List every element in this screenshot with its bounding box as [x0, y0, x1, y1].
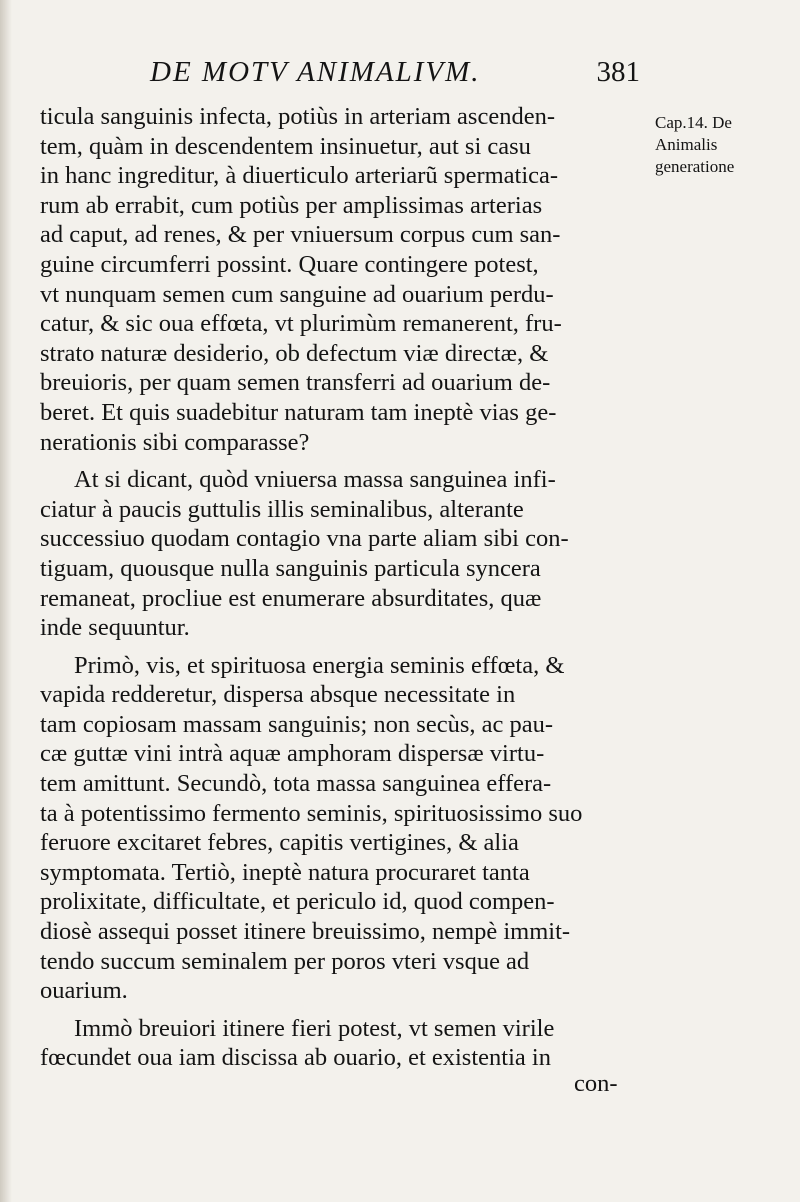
paragraph-first-line: Primò, vis, et spirituosa energia seminis effœta, & [74, 651, 565, 679]
paragraph-first-line: At si dicant, quòd vniuersa massa sanguinea infi- [74, 466, 556, 494]
text-line: symptomata. Tertiò, ineptè natura procuraret tanta [40, 858, 530, 886]
text-line: breuioris, per quam semen transferri ad ouarium de- [40, 369, 551, 397]
text-line: remaneat, procliue est enumerare absurditates, quæ [40, 584, 542, 612]
paragraph-first-line: Immò breuiori itinere fieri potest, vt semen virile [74, 1014, 555, 1042]
running-head [150, 52, 640, 102]
text-line: ouarium. [40, 977, 128, 1005]
text-line: vt nunquam semen cum sanguine ad ouarium perdu- [40, 280, 554, 308]
body-text [40, 102, 652, 1073]
text-line: in hanc ingreditur, à diuerticulo arteriarũ spermatica- [40, 162, 559, 190]
text-line: feruore excitaret febres, capitis vertigines, & alia [40, 829, 519, 857]
text-line: tendo succum seminalem per poros vteri vsque ad [40, 947, 530, 975]
text-line: ticula sanguinis infecta, potiùs in arteriam ascenden- [40, 103, 556, 130]
text-line: vapida redderetur, dispersa absque necessitate in [40, 681, 516, 709]
text-line: tem amittunt. Secundò, tota massa sanguinea efferа- [40, 770, 552, 798]
text-line: strato naturæ desiderio, ob defectum viæ directæ, & [40, 339, 549, 367]
text-line: rum ab errabit, cum potiùs per amplissimas arterias [40, 191, 543, 219]
text-line: ad caput, ad renes, & per vniuersum corpus cum san- [40, 221, 561, 249]
margin-note-line: generatione [655, 157, 735, 176]
text-line: ta à potentissimo fermento seminis, spirituosissimo suo [40, 799, 583, 827]
text-line: tiguam, quousque nulla sanguinis particula syncera [40, 554, 541, 582]
text-line: guine circumferri possint. Quare contingere potest, [40, 250, 539, 278]
page-edge [0, 0, 12, 1202]
text-line: cæ guttæ vini intrà aquæ amphoram dispersæ virtu- [40, 740, 545, 768]
text-line: tem, quàm in descendentem insinuetur, aut si casu [40, 132, 531, 160]
text-line: prolixitate, difficultate, et periculo id, quod compen- [40, 888, 555, 916]
text-line: tam copiosam massam sanguinis; non secùs, ac pau- [40, 710, 554, 738]
text-line: fœcundet oua iam discissa ab ouario, et existentia in [40, 1044, 551, 1072]
margin-note-line: Animalis [655, 135, 718, 154]
text-line: beret. Et quis suadebitur naturam tam ineptè vias ge- [40, 398, 557, 426]
margin-note-line: Cap.14. De [655, 113, 732, 132]
text-line: diosè assequi posset itinere breuissimo, nempè immit- [40, 918, 571, 946]
text-line: successiuo quodam contagio vna parte aliam sibi con- [40, 525, 569, 553]
margin-note [655, 112, 795, 178]
running-title: DE MOTV ANIMALIVM. [150, 56, 481, 88]
catchword: con- [574, 1070, 618, 1097]
text-line: nerationis sibi comparasse? [40, 428, 310, 456]
text-line: ciatur à paucis guttulis illis seminalibus, alterante [40, 495, 524, 523]
page-number: 381 [596, 56, 640, 88]
text-line: catur, & sic oua effœta, vt plurimùm remanerent, fru- [40, 310, 562, 338]
text-line: inde sequuntur. [40, 614, 190, 642]
